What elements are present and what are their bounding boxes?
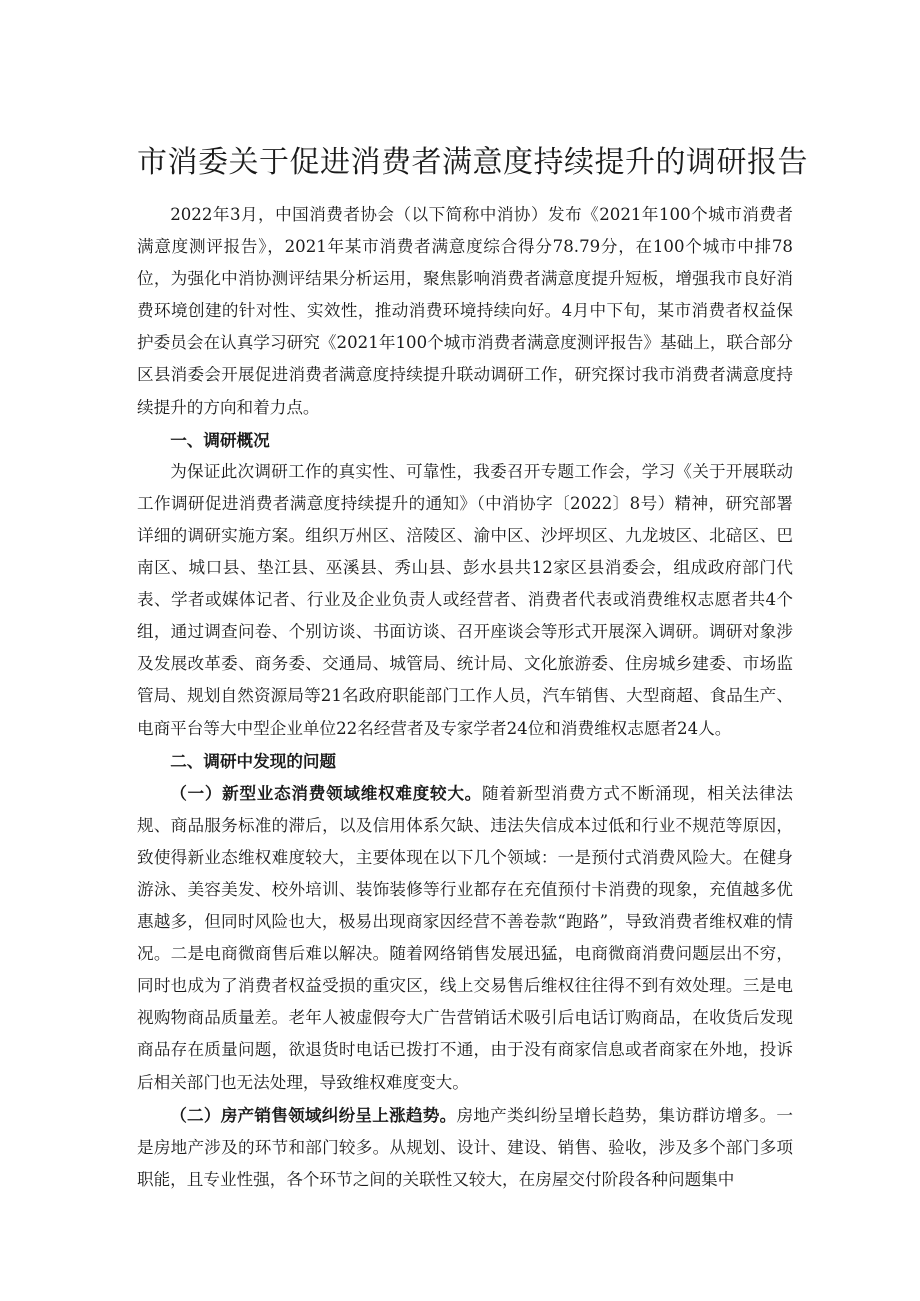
section-heading-overview: 一、调研概况 [170,429,270,450]
problem-body-1: 随着新型消费方式不断涌现，相关法律法规、商品服务标准的滞后，以及信用体系欠缺、违法失信成本过低和行业不规范等原因，致使得新业态维权难度较大，主要体现在以下几个领域：一是预付式消费风险大。在健身游泳、美容美发、校外培训、装饰装修等行业都存在充值预付卡消费的现象，充值越多优惠越多，但同时风险也大，极易出现商家因经营不善卷款“跑路”，导致消费者维权难的情况。二是电商微商售后难以解决。随着网络销售发展迅猛，电商微商消费问题层出不穷，同时也成为了消费者权益受损的重灾区，线上交易售后维权往往得不到有效处理。三是电视购物商品质量差。老年人被虚假夸大广告营销话术吸引后电话订购商品，在收货后发现商品存在质量问题，欲退货时电话已拨打不通，由于没有商家信息或者商家在外地，投诉后相关部门也无法处理，导致维权难度变大。 [137,783,794,1092]
intro-paragraph: 2022年3月，中国消费者协会（以下简称中消协）发布《2021年100个城市消费者满意度测评报告》，2021年某市消费者满意度综合得分78.79分，在100个城市中排78位，为强化中消协测评结果分析运用，聚焦影响消费者满意度提升短板，增强我市良好消费环境创建的针对性、实效性，推动消费环境持续向好。4月中下旬，某市消费者权益保护委员会在认真学习研究《2021年100个城市消费者满意度测评报告》基础上，联合部分区县消委会开展促进消费者满意度持续提升联动调研工作，研究探讨我市消费者满意度持续提升的方向和着力点。 [137,205,793,417]
document-body [137,199,793,1196]
overview-paragraph: 为保证此次调研工作的真实性、可靠性，我委召开专题工作会，学习《关于开展联动工作调研促进消费者满意度持续提升的通知》（中消协字〔2022〕8号）精神，研究部署详细的调研实施方案。组织万州区、涪陵区、渝中区、沙坪坝区、九龙坡区、北碚区、巴南区、城口县、垫江县、巫溪县、秀山县、彭水县共12家区县消委会，组成政府部门代表、学者或媒体记者、行业及企业负责人或经营者、消费者代表或消费维权志愿者共4个组，通过调查问卷、个别访谈、书面访谈、召开座谈会等形式开展深入调研。调研对象涉及发展改革委、商务委、交通局、城管局、统计局、文化旅游委、住房城乡建委、市场监管局、规划自然资源局等21名政府职能部门工作人员，汽车销售、大型商超、食品生产、电商平台等大中型企业单位22名经营者及专家学者24位和消费维权志愿者24人。 [137,461,793,738]
problem-body-2: 房地产类纠纷呈增长趋势，集访群访增多。一是房地产涉及的环节和部门较多。从规划、设计、建设、销售、验收，涉及多个部门多项职能，且专业性强，各个环节之间的关联性又较大，在房屋交付阶段各种问题集中 [137,1105,794,1189]
problem-paragraph-2 [137,1099,793,1196]
problem-lead-2: （二）房产销售领域纠纷呈上涨趋势。 [170,1104,457,1125]
section-heading-problems: 二、调研中发现的问题 [170,750,337,771]
problem-lead-1: （一）新型业态消费领域维权难度较大。 [170,782,482,803]
problem-paragraph-1 [137,777,793,1099]
document-title: 市消委关于促进消费者满意度持续提升的调研报告 [137,145,808,180]
